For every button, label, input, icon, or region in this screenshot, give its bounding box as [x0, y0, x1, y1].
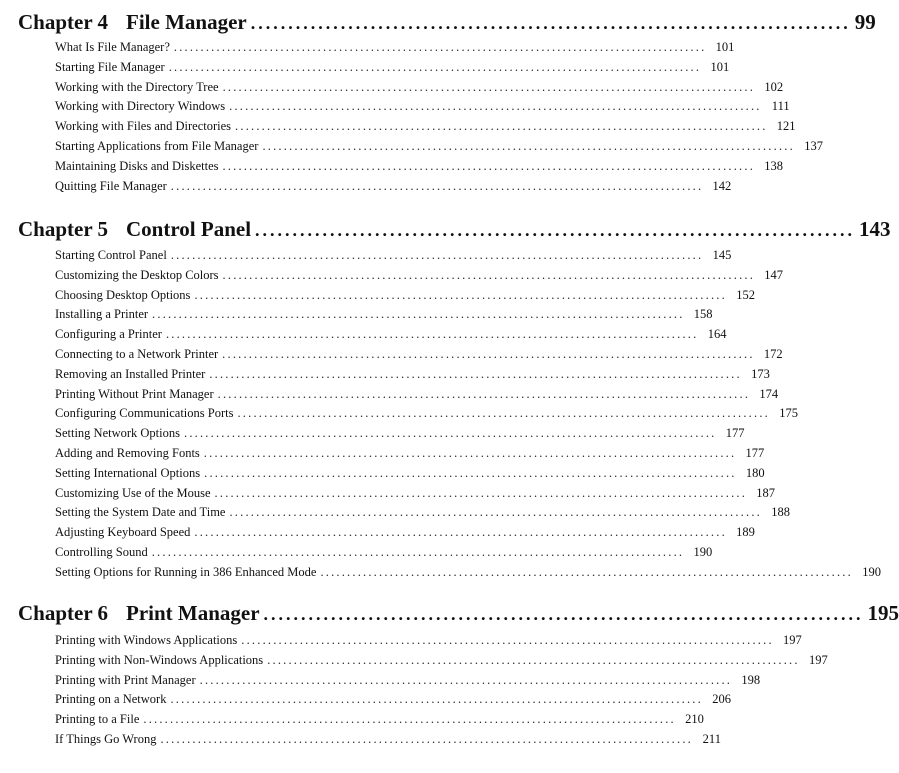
entry-page-number: 158 [693, 307, 713, 322]
dot-leader: .................................................................................................... [199, 672, 733, 687]
chapter-page-number: 195 [867, 601, 899, 625]
chapter-title: File Manager [126, 10, 247, 34]
entry-page-number: 145 [712, 248, 732, 262]
toc-entry[interactable] [55, 404, 798, 424]
dot-leader: .................................................................................................... [214, 485, 748, 500]
entry-title: Quitting File Manager [55, 178, 167, 193]
toc-entry[interactable] [55, 345, 783, 365]
dot-leader: .................................................................................................... [235, 119, 768, 134]
toc-entry[interactable] [55, 385, 779, 405]
dot-leader: ................................................................................ [255, 220, 856, 240]
entry-page-number: 173 [751, 366, 770, 381]
chapter-heading[interactable] [18, 7, 876, 37]
entry-title: Controlling Sound [55, 544, 148, 559]
toc-entry[interactable] [55, 690, 731, 710]
chapter-title: Print Manager [126, 601, 260, 625]
entry-title: Printing on a Network [55, 692, 167, 707]
dot-leader: .................................................................................................... [170, 248, 704, 262]
toc-entry[interactable] [55, 710, 704, 730]
entry-title: Configuring a Printer [55, 327, 162, 342]
toc-entry[interactable] [55, 58, 730, 78]
entry-title: Printing with Non-Windows Applications [55, 652, 264, 667]
toc-entry[interactable] [55, 503, 790, 523]
dot-leader: .................................................................................................... [267, 652, 800, 667]
toc-entry[interactable] [55, 730, 721, 750]
entry-title: Printing with Print Manager [55, 672, 196, 687]
entry-title: Customizing the Desktop Colors [55, 267, 219, 282]
entry-title: Installing a Printer [55, 307, 149, 322]
toc-entry[interactable] [55, 543, 713, 563]
dot-leader: .................................................................................................... [194, 287, 727, 302]
toc-entry[interactable] [55, 651, 828, 671]
entry-title: What Is File Manager? [55, 40, 170, 54]
dot-leader: .................................................................................................... [237, 406, 770, 421]
dot-leader: .................................................................................................... [151, 544, 685, 559]
chapter-5-entries [55, 246, 881, 583]
entry-page-number: 211 [702, 731, 721, 746]
dot-leader: .................................................................................................... [170, 178, 704, 193]
entry-title: Starting Control Panel [55, 248, 167, 262]
toc-entry[interactable] [55, 424, 745, 444]
entry-page-number: 172 [763, 346, 783, 361]
chapter-page-number: 99 [854, 10, 876, 34]
dot-leader: .................................................................................................... [165, 327, 699, 342]
entry-page-number: 190 [693, 544, 713, 559]
entry-title: Printing to a File [55, 712, 140, 727]
chapter-number: Chapter 5 [18, 217, 109, 241]
entry-page-number: 101 [710, 59, 730, 74]
entry-page-number: 137 [804, 138, 823, 153]
toc-entry[interactable] [55, 286, 755, 306]
toc-entry[interactable] [55, 157, 784, 177]
dot-leader: .................................................................................................... [194, 525, 727, 540]
entry-page-number: 206 [712, 692, 731, 707]
entry-title: Customizing Use of the Mouse [55, 485, 211, 500]
entry-title: Starting Applications from File Manager [55, 138, 259, 153]
entry-page-number: 197 [783, 633, 802, 647]
entry-title: If Things Go Wrong [55, 731, 157, 746]
dot-leader: .................................................................................................... [203, 445, 737, 460]
dot-leader: .................................................................................................... [241, 633, 774, 647]
entry-title: Removing an Installed Printer [55, 366, 206, 381]
chapter-4-entries [55, 38, 823, 196]
entry-page-number: 102 [764, 79, 784, 94]
entry-title: Setting Options for Running in 386 Enhanced Mode [55, 564, 317, 579]
dot-leader: .................................................................................................... [204, 465, 737, 480]
chapter-6-section [18, 598, 899, 628]
entry-title: Printing Without Print Manager [55, 386, 214, 401]
toc-entry[interactable] [55, 444, 765, 464]
chapter-5-section [18, 214, 891, 244]
chapter-page-number: 143 [859, 217, 891, 241]
dot-leader: .................................................................................................... [173, 40, 707, 54]
toc-entry[interactable] [55, 117, 796, 137]
entry-page-number: 210 [685, 712, 704, 727]
entry-title: Working with Directory Windows [55, 99, 226, 114]
toc-entry[interactable] [55, 563, 881, 583]
toc-entry[interactable] [55, 464, 765, 484]
entry-page-number: 189 [736, 525, 755, 540]
entry-page-number: 142 [712, 178, 732, 193]
toc-entry[interactable] [55, 38, 735, 58]
entry-page-number: 180 [745, 465, 765, 480]
dot-leader: .................................................................................................... [168, 59, 702, 74]
entry-page-number: 121 [776, 119, 796, 134]
toc-entry[interactable] [55, 177, 732, 197]
entry-page-number: 197 [808, 652, 828, 667]
entry-page-number: 177 [745, 445, 765, 460]
entry-page-number: 164 [707, 327, 727, 342]
dot-leader: .................................................................................................... [160, 731, 693, 746]
chapter-6-entries [55, 631, 828, 750]
entry-page-number: 111 [771, 99, 790, 114]
toc-entry[interactable] [55, 305, 713, 325]
toc-entry[interactable] [55, 671, 761, 691]
entry-title: Adding and Removing Fonts [55, 445, 200, 460]
dot-leader: .................................................................................................... [143, 712, 676, 727]
entry-title: Configuring Communications Ports [55, 406, 234, 421]
entry-title: Adjusting Keyboard Speed [55, 525, 191, 540]
dot-leader: .................................................................................................... [229, 99, 762, 114]
chapter-heading[interactable] [18, 214, 891, 244]
entry-page-number: 101 [715, 40, 735, 54]
toc-entry[interactable] [55, 484, 776, 504]
toc-entry[interactable] [55, 523, 755, 543]
entry-title: Working with Files and Directories [55, 119, 232, 134]
entry-title: Connecting to a Network Printer [55, 346, 219, 361]
toc-entry[interactable] [55, 266, 784, 286]
toc-entry[interactable] [55, 246, 732, 266]
dot-leader: .................................................................................................... [229, 505, 762, 520]
entry-page-number: 174 [759, 386, 779, 401]
entry-title: Setting Network Options [55, 426, 180, 441]
toc-entry[interactable] [55, 78, 784, 98]
chapter-number: Chapter 4 [18, 10, 109, 34]
dot-leader: .................................................................................................... [222, 267, 756, 282]
dot-leader: .................................................................................................... [262, 138, 795, 153]
entry-title: Choosing Desktop Options [55, 287, 191, 302]
entry-title: Setting International Options [55, 465, 201, 480]
entry-title: Working with the Directory Tree [55, 79, 219, 94]
entry-page-number: 152 [736, 287, 755, 302]
entry-title: Maintaining Disks and Diskettes [55, 158, 219, 173]
entry-title: Starting File Manager [55, 59, 165, 74]
toc-entry[interactable] [55, 365, 770, 385]
toc-entry[interactable] [55, 97, 790, 117]
dot-leader: ................................................................................ [250, 13, 851, 33]
dot-leader: .................................................................................................... [170, 692, 703, 707]
dot-leader: .................................................................................................... [184, 426, 717, 441]
dot-leader: .................................................................................................... [222, 158, 756, 173]
dot-leader: .................................................................................................... [152, 307, 685, 322]
chapter-number: Chapter 6 [18, 601, 109, 625]
entry-page-number: 175 [779, 406, 798, 421]
entry-page-number: 198 [741, 672, 761, 687]
entry-page-number: 190 [862, 564, 881, 579]
entry-page-number: 187 [756, 485, 776, 500]
entry-page-number: 188 [771, 505, 790, 520]
dot-leader: ................................................................................ [263, 604, 864, 624]
dot-leader: .................................................................................................... [222, 79, 756, 94]
dot-leader: .................................................................................................... [217, 386, 751, 401]
chapter-title: Control Panel [126, 217, 252, 241]
dot-leader: .................................................................................................... [320, 564, 853, 579]
entry-title: Setting the System Date and Time [55, 505, 226, 520]
entry-title: Printing with Windows Applications [55, 633, 238, 647]
entry-page-number: 147 [764, 267, 784, 282]
toc-entry[interactable] [55, 325, 727, 345]
dot-leader: .................................................................................................... [209, 366, 742, 381]
entry-page-number: 177 [725, 426, 745, 441]
chapter-4-section [18, 7, 876, 37]
toc-entry[interactable] [55, 137, 823, 157]
toc-entry[interactable] [55, 631, 802, 651]
chapter-heading[interactable] [18, 598, 899, 628]
dot-leader: .................................................................................................... [222, 346, 755, 361]
entry-page-number: 138 [764, 158, 784, 173]
